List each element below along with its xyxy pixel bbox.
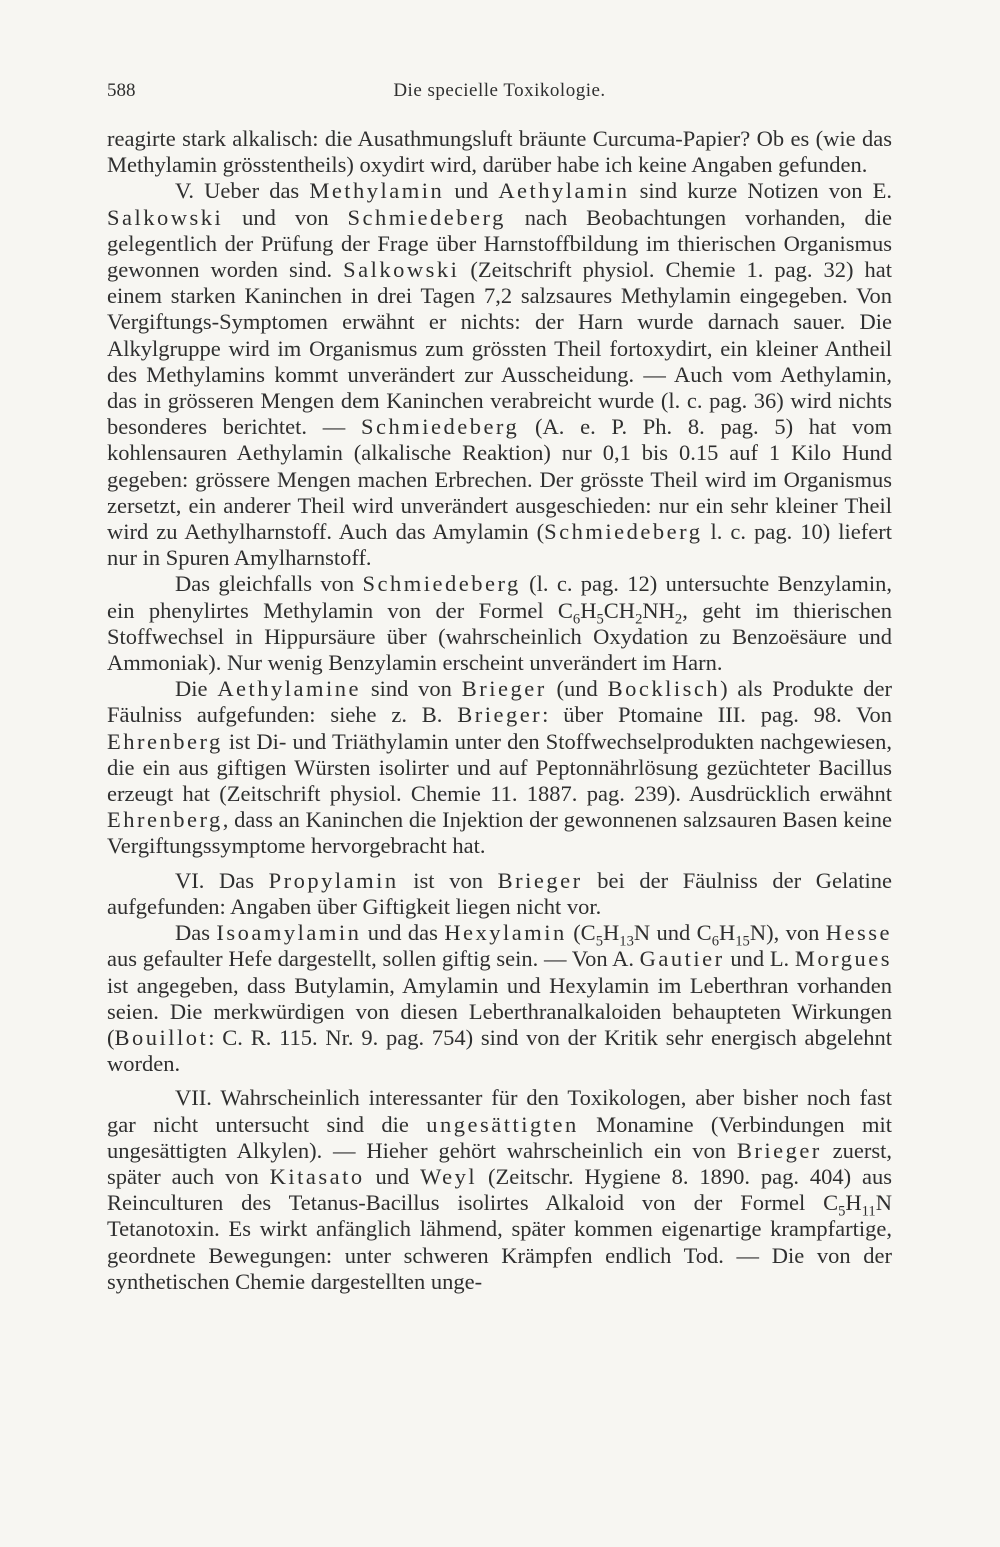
author-name: Brieger (736, 1137, 822, 1163)
paragraph-7: VII. Wahrscheinlich interessanter für den Toxikologen, aber bisher noch fast gar nicht untersucht sind die ungesättigten Monamine (Verbindungen mit ungesättigten Alkylen). — Hieher gehört wahrscheinlich ein von Brieger zuerst, später auch von Kitasato und Weyl (Zeitschr. Hygiene 8. 1890. pag. 404) aus Reinculturen des Tetanus-Bacillus isolirtes Alkaloid von der Formel $C_5H_{11}N$ Tetanotoxin. Es wirkt anfänglich lähmend, später kommen eigenartige krampfartige, geordnete Bewegungen: unter schweren Krämpfen endlich Tod. — Die von der synthetischen Chemie dargestellten unge- (107, 1085, 893, 1294)
subscript: 5 (838, 1203, 846, 1220)
paragraph-6: Das Isoamylamin und das Hexylamin ($C_5H_{13}N$ und $C_6H_{15}N$), von Hesse aus gefaulter Hefe dargestellt, sollen giftig sein. — Von A. Gautier und L. Morgues ist angegeben, dass Butylamin, Amylamin und Hexylamin im Leberthran vorhanden seien. Die merkwürdigen von diesen Leberthranalkaloiden behaupteten Wirkungen (Bouillot: C. R. 115. Nr. 9. pag. 754) sind von der Kritik sehr energisch abgelehnt worden. (107, 920, 893, 1077)
subscript: 11 (861, 1203, 876, 1220)
paragraph-2: V. Ueber das Methylamin und Aethylamin sind kurze Notizen von E. Salkowski und von Schmiedeberg nach Beobachtungen vorhanden, die gelegentlich der Prüfung der Frage über Harnstoffbildung im thierischen Organismus gewonnen worden sind. Salkowski (Zeitschrift physiol. Chemie 1. pag. 32) hat einem starken Kaninchen in drei Tagen 7,2 salzsaures Methylamin eingegeben. Von Vergiftungs-Symptomen erwähnt er nichts: der Harn wurde darnach sauer. Die Alkylgruppe wird im Organismus zum grössten Theil fortoxydirt, ein kleiner Antheil des Methylamins kommt unverändert zur Ausscheidung. — Auch vom Aethylamin, das in grösseren Mengen dem Kaninchen verabreicht wurde (l. c. pag. 36) wird nichts besonderes berichtet. — Schmiedeberg (A. e. P. Ph. 8. pag. 5) hat vom kohlensauren Aethylamin (alkalische Reaktion) nur 0,1 bis 0.15 auf 1 Kilo Hund gegeben: grössere Mengen machen Erbrechen. Der grösste Theil wird im Organismus zersetzt, ein anderer Theil wird unverändert ausgeschieden: nur ein sehr kleiner Theil wird zu Aethylharnstoff. Auch das Amylamin (Schmiedeberg l. c. pag. 10) liefert nur in Spuren Amylharnstoff. (107, 178, 893, 571)
author-name: Kitasato (269, 1163, 365, 1189)
subscript: 5 (595, 933, 604, 950)
author-name: Salkowski (343, 257, 460, 283)
spaced-term: Hexylamin (444, 920, 567, 946)
subscript: 6 (711, 933, 719, 950)
body-text (107, 126, 892, 1295)
page-number: 588 (107, 80, 136, 101)
author-name: Brieger (461, 676, 547, 702)
author-name: Hesse (825, 920, 893, 946)
paragraph-1: reagirte stark alkalisch: die Ausathmungsluft bräunte Curcuma-Papier? Ob es (wie das Methylamin grösstentheils) oxydirt wird, darüber habe ich keine Angaben gefunden. (107, 126, 892, 178)
author-name: Brieger (497, 867, 583, 893)
paragraph-5: VI. Das Propylamin ist von Brieger bei der Fäulniss der Gelatine aufgefunden: Angaben über Giftigkeit liegen nicht vor. (107, 867, 892, 919)
author-name: Ehrenberg (107, 807, 223, 833)
author-name: Bocklisch (607, 676, 721, 702)
page-header (107, 80, 892, 110)
author-name: Ehrenberg (107, 728, 223, 754)
spaced-term: Methylamin (309, 178, 445, 204)
paragraph-3: Das gleichfalls von Schmiedeberg (l. c. pag. 12) untersuchte Benzylamin, ein phenylirtes Methylamin von der Formel $C_6H_5CH_2NH_2$, geht im thierischen Stoffwechsel in Hippursäure über (wahrscheinlich Oxydation zu Benzoësäure und Ammoniak). Nur wenig Benzylamin erscheint unverändert im Harn. (107, 571, 893, 676)
author-name: Schmiedeberg (362, 571, 521, 597)
spaced-term: Propylamin (268, 867, 399, 893)
author-name: Schmiedeberg (544, 519, 703, 545)
author-name: Schmiedeberg (360, 414, 520, 440)
subscript: 13 (619, 933, 634, 950)
subscript: 2 (674, 611, 683, 628)
subscript: 15 (735, 933, 750, 950)
spaced-term: ungesättigten (426, 1111, 579, 1137)
author-name: Schmiedeberg (347, 204, 506, 230)
spaced-term: Isoamylamin (216, 920, 362, 946)
author-name: Salkowski (107, 204, 224, 230)
subscript: 6 (572, 611, 581, 628)
author-name: Bouillot (114, 1024, 209, 1050)
author-name: Gautier (639, 946, 725, 972)
paragraph-4: Die Aethylamine sind von Brieger (und Bocklisch) als Produkte der Fäulniss aufgefunden: siehe z. B. Brieger: über Ptomaine III. pag. 98. Von Ehrenberg ist Di- und Triäthylamin unter den Stoffwechselprodukten nachgewiesen, die ein aus giftigen Würsten isolirter und auf Peptonnährlösung gezüchteter Bacillus erzeugt hat (Zeitschrift physiol. Chemie 11. 1887. pag. 239). Ausdrücklich erwähnt Ehrenberg, dass an Kaninchen die Injektion der gewonnenen salzsauren Basen keine Vergiftungssymptome hervorgebracht hat. (107, 676, 892, 859)
running-head: Die specielle Toxikologie. (393, 80, 606, 101)
spaced-term: Aethylamine (217, 676, 362, 702)
subscript: 5 (596, 611, 604, 628)
author-name: Morgues (794, 946, 892, 972)
subscript: 2 (635, 611, 643, 628)
spaced-term: Aethylamin (498, 178, 630, 204)
author-name: Weyl (420, 1163, 478, 1189)
author-name: Brieger (457, 702, 543, 728)
